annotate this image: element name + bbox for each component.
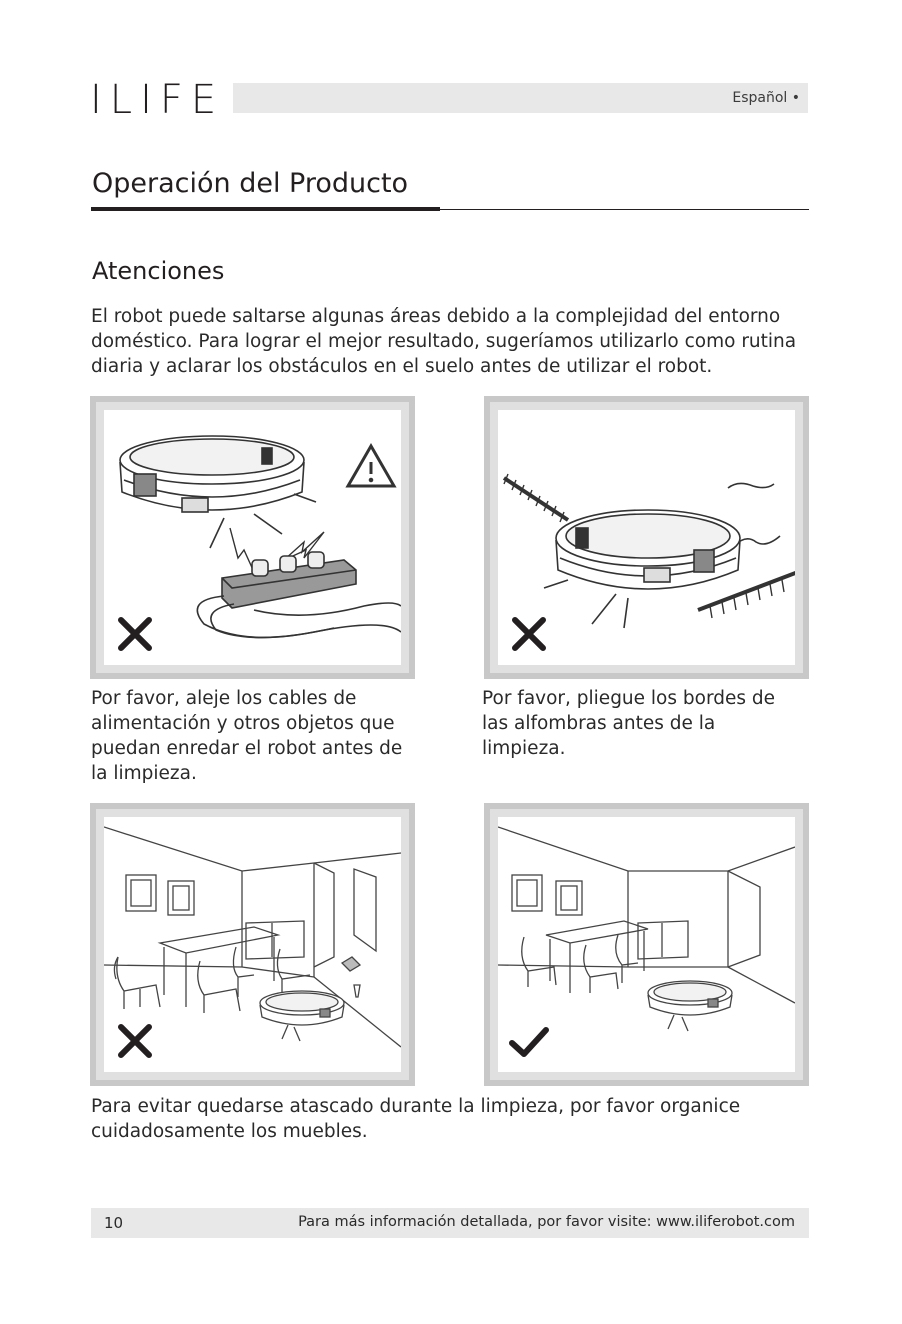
header-bar xyxy=(233,83,808,113)
illustration-carpet xyxy=(484,396,809,679)
footer-info: Para más información detallada, por favor visite: www.iliferobot.com xyxy=(298,1214,795,1230)
cross-icon xyxy=(109,1015,161,1067)
cross-icon xyxy=(109,608,161,660)
section-title: Operación del Producto xyxy=(92,168,409,199)
cross-icon xyxy=(503,608,555,660)
panel-mark xyxy=(503,1015,555,1067)
check-icon xyxy=(503,1015,555,1067)
caption-carpet: Por favor, pliegue los bordes de las alfombras antes de la limpieza. xyxy=(482,688,776,759)
subsection-title: Atenciones xyxy=(92,257,225,285)
illustration-cluttered-room xyxy=(90,803,415,1086)
brand-logo: ILIFE xyxy=(90,77,225,123)
panel-mark xyxy=(109,1015,161,1067)
caption-cables: Por favor, aleje los cables de alimentación y otros objetos que puedan enredar el robot antes de la limpieza. xyxy=(91,688,403,784)
illustration-organized-room xyxy=(484,803,809,1086)
title-underline xyxy=(91,207,440,211)
intro-paragraph: El robot puede saltarse algunas áreas debido a la complejidad del entorno doméstico. Para lograr el mejor resultado, sugeríamos utilizarlo como rutina diaria y aclarar los obstáculos en el suelo antes de utilizar el robot. xyxy=(91,306,797,377)
illustration-cables xyxy=(90,396,415,679)
caption-furniture: Para evitar quedarse atascado durante la limpieza, por favor organice cuidadosamente los muebles. xyxy=(91,1096,741,1142)
panel-mark xyxy=(503,608,555,660)
footer-bar xyxy=(91,1208,809,1238)
page-number: 10 xyxy=(104,1214,124,1232)
panel-mark xyxy=(109,608,161,660)
language-label: Español • xyxy=(732,90,800,106)
